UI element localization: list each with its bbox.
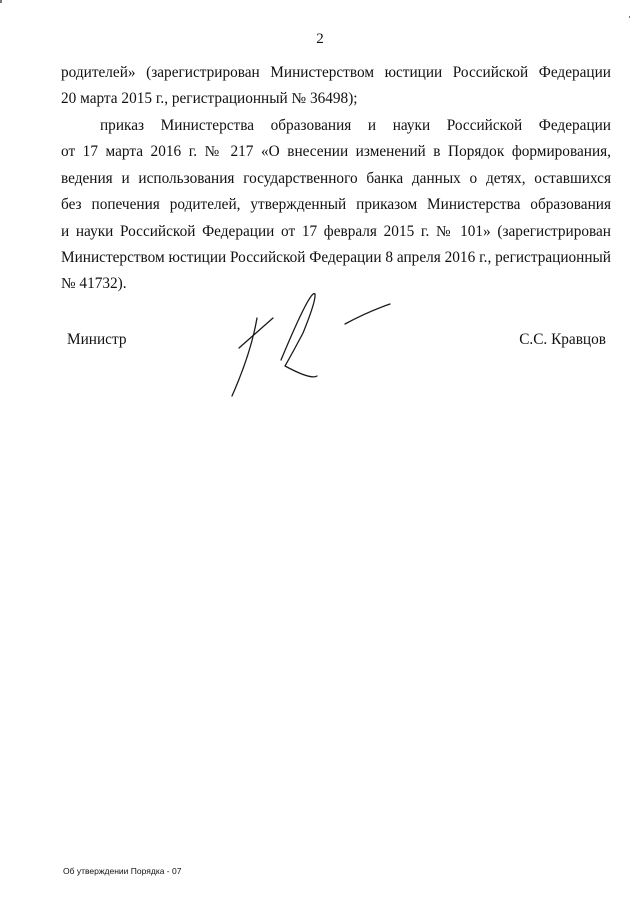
text-line: № 41732). xyxy=(61,275,127,293)
scan-mark xyxy=(0,0,2,3)
text-line: приказ Министерства образования и науки Российской Федерации xyxy=(100,117,611,134)
text-line: ведения и использования государственного банка данных о детях, оставшихся xyxy=(61,169,611,187)
text-line: Министерством юстиции Российской Федерации 8 апреля 2016 г., регистрационный xyxy=(61,248,611,266)
signatory-name: С.С. Кравцов xyxy=(519,331,606,348)
page-number: 2 xyxy=(316,31,324,47)
handwritten-signature xyxy=(225,288,395,398)
paragraph-order-217 xyxy=(61,113,611,298)
text-line: без попечения родителей, утвержденный приказом Министерства образования xyxy=(61,196,611,214)
scan-mark xyxy=(629,16,630,18)
text-line: и науки Российской Федерации от 17 февраля 2015 г. № 101» (зарегистрирован xyxy=(61,222,611,240)
signatory-title: Министр xyxy=(67,331,127,348)
footer-note: Об утверждении Порядка - 07 xyxy=(63,866,182,876)
text-line: 20 марта 2015 г., регистрационный № 36498); xyxy=(61,90,358,108)
text-line: родителей» (зарегистрирован Министерством юстиции Российской Федерации xyxy=(61,64,611,81)
text-line: от 17 марта 2016 г. № 217 «О внесении изменений в Порядок формирования, xyxy=(61,143,611,161)
paragraph-previous-order-end xyxy=(61,60,611,113)
